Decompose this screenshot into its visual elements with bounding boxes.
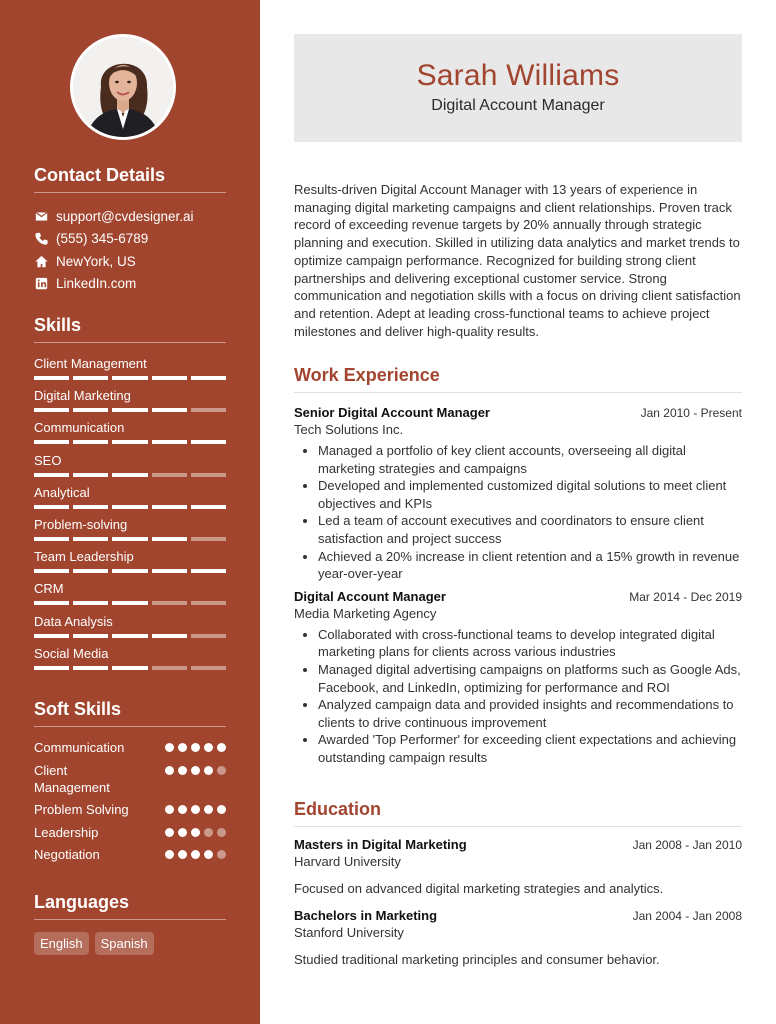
- skill-level-bar: [34, 376, 226, 380]
- skill-item: [34, 387, 226, 419]
- skill-level-segment: [34, 569, 69, 573]
- job-entry: [294, 405, 742, 583]
- rating-dot: [204, 828, 213, 837]
- soft-skill-rating: [165, 801, 226, 818]
- skill-label: Team Leadership: [34, 549, 134, 565]
- skill-level-bar: [34, 569, 226, 573]
- job-title: Digital Account Manager: [294, 588, 446, 604]
- skill-level-segment: [191, 666, 226, 670]
- home-icon: [34, 254, 48, 268]
- skill-item: [34, 580, 226, 612]
- skill-level-segment: [73, 473, 108, 477]
- skill-level-bar: [34, 440, 226, 444]
- contact-linkedin-value: LinkedIn.com: [56, 276, 137, 292]
- skill-level-segment: [34, 634, 69, 638]
- skill-level-segment: [152, 505, 187, 509]
- skill-level-segment: [112, 505, 147, 509]
- skill-item: [34, 548, 226, 580]
- skill-level-segment: [191, 601, 226, 605]
- rating-dot: [165, 743, 174, 752]
- soft-skill-label: Problem Solving: [34, 802, 129, 817]
- education-entry: [294, 908, 742, 967]
- skill-label: Analytical: [34, 484, 90, 500]
- job-dates: Jan 2010 - Present: [640, 406, 742, 420]
- rating-dot: [204, 805, 213, 814]
- skill-label: Client Management: [34, 356, 147, 371]
- job-bullets: [294, 442, 742, 583]
- rating-dot: [165, 805, 174, 814]
- skill-item: [34, 613, 226, 645]
- job-bullet: • Managed a portfolio of key client accounts, overseeing all digital marketing strategies and campaigns: [318, 442, 742, 477]
- skill-level-bar: [34, 601, 226, 605]
- rating-dot: [178, 743, 187, 752]
- soft-skill-item: [34, 739, 226, 756]
- language-list: [34, 932, 226, 955]
- skills-heading: Skills: [34, 315, 226, 343]
- soft-skill-rating: [165, 824, 226, 841]
- skill-level-segment: [112, 569, 147, 573]
- work-experience-heading: Work Experience: [294, 365, 742, 393]
- contact-phone[interactable]: [34, 228, 226, 251]
- skill-level-segment: [73, 376, 108, 380]
- work-experience-section: [294, 365, 742, 767]
- education-dates: Jan 2008 - Jan 2010: [632, 838, 742, 852]
- soft-skill-label: Leadership: [34, 824, 99, 840]
- rating-dot: [178, 828, 187, 837]
- skill-label: Problem-solving: [34, 516, 128, 532]
- candidate-name: Sarah Williams: [416, 59, 620, 92]
- skill-level-segment: [112, 408, 147, 412]
- skill-label: CRM: [34, 581, 64, 597]
- job-bullet: • Led a team of account executives and coordinators to ensure client satisfaction and project success: [318, 512, 742, 547]
- email-icon: [34, 209, 48, 223]
- rating-dot: [217, 743, 226, 752]
- rating-dot: [204, 743, 213, 752]
- skill-level-segment: [112, 537, 147, 541]
- skill-level-segment: [191, 376, 226, 380]
- skill-level-segment: [152, 634, 187, 638]
- contact-location: [34, 250, 226, 273]
- soft-skill-label: Communication: [34, 740, 125, 755]
- profile-photo: [73, 37, 173, 137]
- job-title: Senior Digital Account Manager: [294, 405, 490, 420]
- job-company: Media Marketing Agency: [294, 605, 437, 621]
- skill-level-segment: [73, 601, 108, 605]
- skill-level-bar: [34, 537, 226, 541]
- skills-section: [34, 315, 226, 677]
- job-company: Tech Solutions Inc.: [294, 422, 404, 437]
- rating-dot: [191, 805, 200, 814]
- skill-level-segment: [73, 408, 108, 412]
- rating-dot: [204, 766, 213, 775]
- skill-level-segment: [73, 505, 108, 509]
- degree-title: Masters in Digital Marketing: [294, 837, 467, 852]
- rating-dot: [191, 743, 200, 752]
- skill-level-segment: [152, 376, 187, 380]
- skill-level-segment: [191, 440, 226, 444]
- school-name: Harvard University: [294, 854, 401, 869]
- skill-level-segment: [152, 569, 187, 573]
- skill-item: [34, 516, 226, 548]
- skill-level-segment: [34, 408, 69, 412]
- soft-skill-rating: [165, 846, 226, 863]
- skill-level-segment: [191, 505, 226, 509]
- job-bullets: [294, 626, 742, 767]
- skill-level-segment: [191, 473, 226, 477]
- skill-label: Communication: [34, 420, 125, 436]
- contact-linkedin[interactable]: [34, 273, 226, 296]
- job-bullet: • Developed and implemented customized digital solutions to meet client objectives and KPIs: [318, 477, 742, 512]
- skill-label: SEO: [34, 452, 62, 468]
- language-tag: Spanish: [95, 932, 154, 955]
- skill-level-segment: [34, 440, 69, 444]
- skill-level-segment: [73, 569, 108, 573]
- contact-phone-value: (555) 345-6789: [56, 231, 149, 247]
- skill-level-segment: [34, 537, 69, 541]
- skill-level-segment: [73, 634, 108, 638]
- linkedin-icon: [34, 277, 48, 291]
- skill-level-segment: [73, 537, 108, 541]
- languages-heading: Languages: [34, 892, 226, 920]
- soft-skill-rating: [165, 762, 226, 796]
- rating-dot: [178, 766, 187, 775]
- skill-level-segment: [34, 473, 69, 477]
- skill-level-segment: [152, 537, 187, 541]
- education-entry: [294, 837, 742, 896]
- soft-skill-item: [34, 762, 226, 796]
- skill-level-segment: [191, 537, 226, 541]
- school-name: Stanford University: [294, 925, 404, 940]
- rating-dot: [191, 766, 200, 775]
- job-bullet: • Achieved a 20% increase in client retention and a 15% growth in revenue year-over-year: [318, 548, 742, 583]
- skill-level-segment: [152, 666, 187, 670]
- skill-level-segment: [112, 634, 147, 638]
- skill-level-bar: [34, 505, 226, 509]
- skill-label: Digital Marketing: [34, 388, 131, 404]
- job-dates: Mar 2014 - Dec 2019: [629, 589, 742, 604]
- skill-level-segment: [152, 408, 187, 412]
- soft-skill-label: Negotiation: [34, 847, 100, 862]
- contact-heading: Contact Details: [34, 165, 226, 193]
- job-bullet: • Collaborated with cross-functional teams to develop integrated digital marketing plans for clients across various industries: [318, 626, 742, 661]
- skill-item: [34, 452, 226, 484]
- languages-section: [34, 892, 226, 955]
- skill-level-bar: [34, 408, 226, 412]
- language-tag: English: [34, 932, 89, 955]
- sidebar: [0, 0, 260, 1024]
- skill-label: Data Analysis: [34, 613, 113, 629]
- rating-dot: [165, 850, 174, 859]
- rating-dot: [217, 850, 226, 859]
- skill-level-bar: [34, 473, 226, 477]
- job-entry: [294, 589, 742, 767]
- summary-text: Results-driven Digital Account Manager with 13 years of experience in managing digital marketing campaigns and client relationships. Proven track record of exceeding revenue targets by 20% annually through strategic planning and execution. Skilled in utilizing data analytics and market trends to optimize campaign performance. Recognized for building strong client partnerships and delivering exceptional customer service. Strong communication and negotiation skills with a focus on driving client satisfaction and retention. Adept at leading cross-functional teams to achieve project milestones and deliver high-quality results.: [294, 182, 741, 339]
- education-description: Studied traditional marketing principles and consumer behavior.: [294, 952, 660, 967]
- rating-dot: [217, 828, 226, 837]
- contact-section: [34, 165, 226, 295]
- education-heading: Education: [294, 799, 742, 827]
- skill-level-segment: [34, 666, 69, 670]
- degree-title: Bachelors in Marketing: [294, 908, 438, 923]
- soft-skill-item: [34, 801, 226, 818]
- skill-label: Social Media: [34, 645, 109, 661]
- skill-level-segment: [191, 569, 226, 573]
- education-dates: Jan 2004 - Jan 2008: [632, 909, 742, 923]
- soft-skill-label: Client Management: [34, 762, 110, 795]
- skill-level-segment: [73, 440, 108, 444]
- job-bullet: • Managed digital advertising campaigns on platforms such as Google Ads, Facebook, and LinkedIn, optimizing for performance and ROI: [318, 661, 742, 696]
- skill-level-segment: [112, 376, 147, 380]
- phone-icon: [34, 232, 48, 246]
- soft-skill-item: [34, 824, 226, 841]
- avatar: [70, 34, 176, 140]
- contact-email-value: support@cvdesigner.ai: [56, 208, 194, 224]
- skill-item: [34, 355, 226, 387]
- skill-level-segment: [34, 505, 69, 509]
- soft-skills-heading: Soft Skills: [34, 699, 226, 727]
- rating-dot: [191, 828, 200, 837]
- rating-dot: [165, 828, 174, 837]
- rating-dot: [204, 850, 213, 859]
- education-description: Focused on advanced digital marketing strategies and analytics.: [294, 881, 664, 896]
- skill-level-bar: [34, 634, 226, 638]
- soft-skill-rating: [165, 739, 226, 756]
- skill-level-segment: [191, 408, 226, 412]
- candidate-role: Digital Account Manager: [431, 97, 605, 114]
- soft-skill-item: [34, 846, 226, 863]
- job-bullet: • Awarded 'Top Performer' for exceeding client expectations and achieving outstanding campaign results: [318, 731, 742, 766]
- rating-dot: [178, 850, 187, 859]
- skill-level-segment: [112, 440, 147, 444]
- contact-email[interactable]: [34, 205, 226, 228]
- rating-dot: [191, 850, 200, 859]
- skill-level-segment: [112, 601, 147, 605]
- education-section: [294, 799, 742, 967]
- skill-level-segment: [152, 440, 187, 444]
- skill-level-bar: [34, 666, 226, 670]
- skill-level-segment: [112, 666, 147, 670]
- contact-location-value: NewYork, US: [56, 253, 136, 269]
- skill-item: [34, 645, 226, 677]
- skill-level-segment: [112, 473, 147, 477]
- name-header: [294, 34, 742, 142]
- skill-level-segment: [34, 601, 69, 605]
- rating-dot: [165, 766, 174, 775]
- skill-item: [34, 484, 226, 516]
- skill-level-segment: [73, 666, 108, 670]
- soft-skills-section: [34, 699, 226, 869]
- rating-dot: [217, 805, 226, 814]
- skill-level-segment: [152, 601, 187, 605]
- rating-dot: [178, 805, 187, 814]
- skill-level-segment: [191, 634, 226, 638]
- job-bullet: • Analyzed campaign data and provided insights and recommendations to clients to drive continuous improvement: [318, 696, 742, 731]
- skill-item: [34, 419, 226, 451]
- skill-level-segment: [34, 376, 69, 380]
- rating-dot: [217, 766, 226, 775]
- skill-level-segment: [152, 473, 187, 477]
